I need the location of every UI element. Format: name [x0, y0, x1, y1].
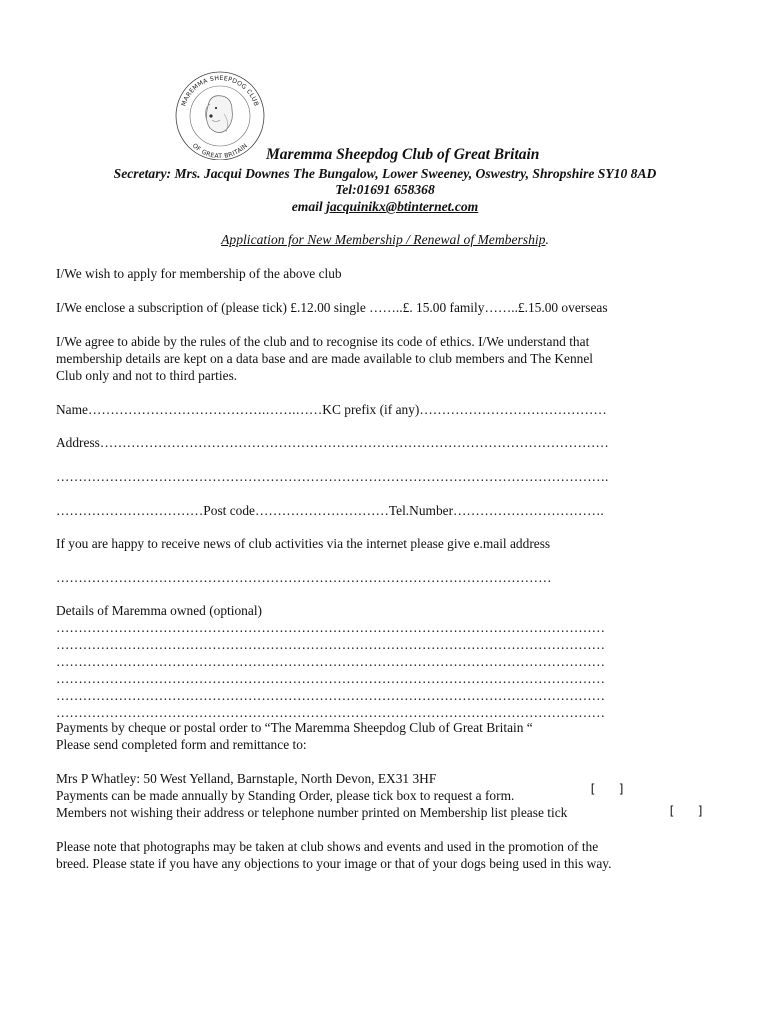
details-line[interactable]: ……………………………………………………………………………………………………………: [56, 671, 606, 686]
payment-instructions: Payments by cheque or postal order to “The Maremma Sheepdog Club of Great Britain “: [56, 720, 533, 735]
send-instructions: Please send completed form and remittance to:: [56, 737, 307, 752]
form-title-period: .: [545, 232, 549, 247]
name-field[interactable]: Name………………………………….…….……KC prefix (if any)……………………………………: [56, 402, 607, 417]
privacy-opt-out-checkbox[interactable]: [668, 803, 704, 820]
form-title-text: Application for New Membership / Renewal of Membership: [221, 232, 546, 247]
logo-text-top: MAREMMA SHEEPDOG CLUB: [180, 74, 260, 108]
photo-notice-line-2: breed. Please state if you have any objections to your image or that of your dogs being used in this way.: [56, 856, 612, 871]
logo-text-bottom: OF GREAT BRITAIN: [190, 142, 250, 160]
email-line: [0, 199, 770, 215]
details-line[interactable]: ……………………………………………………………………………………………………………: [56, 637, 606, 652]
details-line[interactable]: ……………………………………………………………………………………………………………: [56, 688, 606, 703]
email-prefix: email: [291, 199, 323, 214]
privacy-opt-out-note: Members not wishing their address or telephone number printed on Membership list please tick: [56, 805, 568, 820]
address-field-line-2[interactable]: …………………………………………………………………………………………………………….: [56, 469, 609, 484]
email-address-field[interactable]: …………………………………………………………………………………………………: [56, 570, 552, 585]
details-label: Details of Maremma owned (optional): [56, 603, 263, 618]
subscription-options[interactable]: I/We enclose a subscription of (please tick) £.12.00 single ……..£. 15.00 family……..£.15.00 overseas: [56, 300, 608, 315]
form-title: [0, 232, 770, 248]
checkbox-close-bracket: ]: [696, 804, 705, 818]
checkbox-open-bracket: [: [668, 804, 676, 818]
svg-text:OF GREAT BRITAIN: [191, 142, 249, 160]
checkbox-open-bracket: [: [589, 782, 597, 796]
address-field[interactable]: Address……………………………………………………………………………………………………: [56, 435, 609, 450]
details-line[interactable]: ……………………………………………………………………………………………………………: [56, 654, 606, 669]
agreement-line-1: I/We agree to abide by the rules of the club and to recognise its code of ethics. I/We understand that: [56, 334, 590, 349]
details-line[interactable]: ……………………………………………………………………………………………………………: [56, 620, 606, 635]
secretary-line: Secretary: Mrs. Jacqui Downes The Bungalow, Lower Sweeney, Oswestry, Shropshire SY10 8AD: [113, 166, 657, 181]
standing-order-checkbox[interactable]: [589, 781, 625, 798]
agreement-line-3: Club only and not to third parties.: [56, 368, 238, 383]
agreement-line-2: membership details are kept on a data base and are made available to club members and The Kennel: [56, 351, 594, 366]
remittance-address: Mrs P Whatley: 50 West Yelland, Barnstaple, North Devon, EX31 3HF: [56, 771, 437, 786]
photo-notice-line-1: Please note that photographs may be taken at club shows and events and used in the promotion of the: [56, 839, 599, 854]
email-link[interactable]: jacquinikx@btinternet.com: [326, 199, 479, 214]
club-logo: [170, 68, 270, 160]
details-line[interactable]: ……………………………………………………………………………………………………………: [56, 705, 606, 720]
email-instruction: If you are happy to receive news of club activities via the internet please give e.mail address: [56, 536, 551, 551]
club-name-heading: Maremma Sheepdog Club of Great Britain: [266, 146, 540, 163]
apply-statement: I/We wish to apply for membership of the above club: [56, 266, 342, 281]
telephone-line: Tel:01691 658368: [335, 182, 435, 197]
standing-order-note: Payments can be made annually by Standing Order, please tick box to request a form.: [56, 788, 515, 803]
checkbox-close-bracket: ]: [617, 782, 626, 796]
postcode-tel-field[interactable]: ……………………………Post code…………………………Tel.Number…………………………….: [56, 503, 604, 518]
